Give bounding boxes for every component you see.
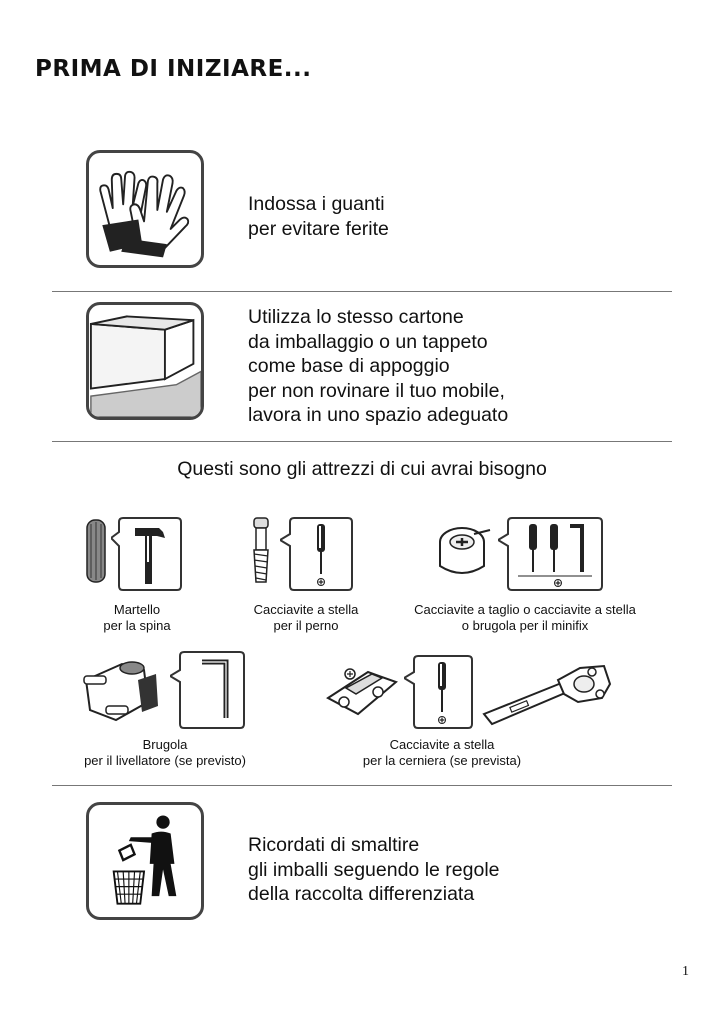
section-text-line: Indossa i guanti: [248, 193, 385, 215]
hinge-plate-icon: [326, 658, 402, 724]
minifix-cam-icon: [434, 520, 494, 580]
hammer-icon: [111, 516, 183, 592]
section-text-line: lavora in uno spazio adeguato: [248, 404, 509, 426]
page-title: PRIMA DI INIZIARE...: [35, 56, 312, 82]
phillips-screwdriver-icon: [404, 654, 474, 730]
section-text-line: da imballaggio o un tappeto: [248, 330, 488, 353]
recycle-bin-icon: [86, 802, 204, 920]
tools-heading: Questi sono gli attrezzi di cui avrai bisogno: [177, 458, 547, 480]
leveler-icon: [82, 654, 166, 726]
section-text-line: come base di appoggio: [248, 355, 450, 377]
tool-caption: o brugola per il minifix: [461, 618, 589, 633]
tool-caption: Cacciavite a stella: [253, 602, 359, 617]
section-text-line: per non rovinare il tuo mobile,: [248, 379, 505, 402]
dowel-icon: [85, 518, 107, 584]
tool-caption: per la spina: [103, 618, 171, 633]
section-text-line: della raccolta differenziata: [248, 883, 475, 905]
tool-caption: Martello: [113, 602, 161, 617]
divider: [52, 291, 672, 292]
tool-caption: per il perno: [273, 618, 339, 633]
tool-caption: per il livellatore (se previsto): [84, 753, 246, 768]
tool-caption: Brugola: [142, 737, 188, 752]
divider: [52, 785, 672, 786]
page-number: 1: [682, 964, 689, 979]
tool-caption: per la cerniera (se prevista): [362, 753, 522, 768]
tool-caption: Cacciavite a taglio o cacciavite a stella: [414, 602, 636, 617]
phillips-screwdriver-icon: [280, 516, 354, 592]
hinge-icon: [480, 654, 614, 734]
allen-key-icon: [170, 650, 246, 730]
gloves-icon: [86, 150, 204, 268]
section-text-line: Ricordati di smaltire: [248, 834, 420, 856]
cam-bolt-icon: [248, 516, 274, 586]
screwdriver-allen-key-icon: [498, 516, 604, 592]
cardboard-base-icon: [86, 302, 204, 420]
section-text-line: Utilizza lo stesso cartone: [248, 306, 464, 328]
tool-caption: Cacciavite a stella: [389, 737, 495, 752]
section-text-line: gli imballi seguendo le regole: [248, 858, 500, 881]
section-text-line: per evitare ferite: [248, 217, 389, 240]
divider: [52, 441, 672, 442]
